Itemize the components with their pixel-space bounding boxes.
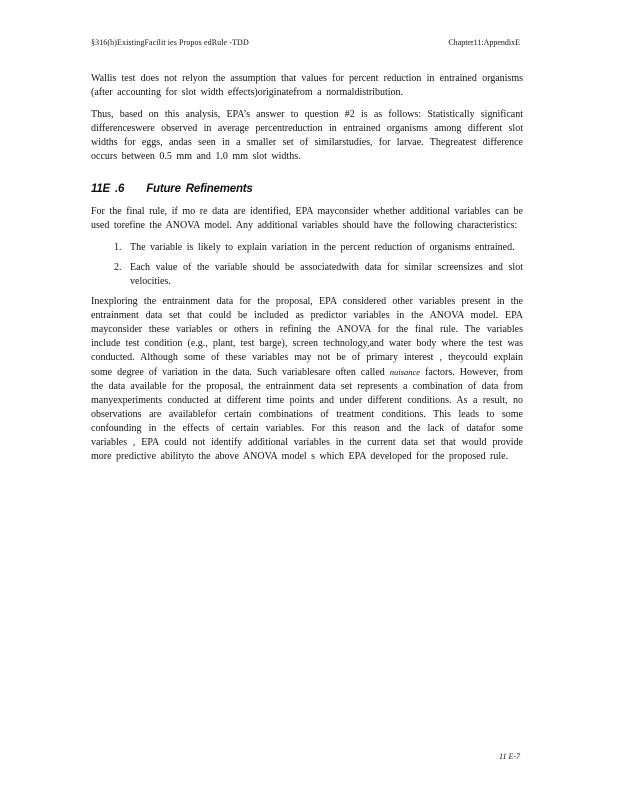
section-heading — [91, 182, 523, 196]
characteristics-list — [91, 241, 523, 289]
paragraph-analysis-answer: Thus, based on this analysis, EPA’s answer to question #2 is as follows: Statistically significant differenceswere observed in average percentreduction in entrained organisms among different slot widths for eggs, andas seen in a smaller set of similarstudies, for larvae. Thegreatest difference occurs between 0.5 mm and 1.0 mm slot widths. — [91, 109, 523, 162]
running-header-left: §316(b)ExistingFacilit ies Propos edRule -TDD — [91, 38, 249, 47]
paragraph-exploring-part-2: factors. However, from the data available for the proposal, the entrainment data set represents a combination of data from manyexperiments conducted at different time points and under different conditions. As a result, no observations are availablefor certain combinations of treatment conditions. This leads to some confounding in the effects of certain variables. For this reason and the lack of datafor some variables , EPA could not identify additional variables in the current data set that would provide more predictive abilityto the above ANOVA model s which EPA developed for the proposed rule. — [91, 367, 523, 462]
section-number: 11E .6 — [91, 183, 125, 195]
running-header-right: Chapter11:AppendixE — [448, 38, 520, 47]
paragraph-final-rule: For the final rule, if mo re data are identified, EPA mayconsider whether additional variables can be used torefine the ANOVA model. Any additional variables should have the following characteristics: — [91, 206, 523, 231]
page-number: 11 E-7 — [499, 752, 520, 761]
paragraph-exploring-part-1: Inexploring the entrainment data for the proposal, EPA considered other variables present in the entrainment data set that could be included as predictor variables in the ANOVA model. EPA mayconsider these variables or others in refining the ANOVA for the final rule. The variables include test condition (e.g., plant, test barge), screen technology,and water body where the test was conducted. Although some of these variables may not be of primary interest , theycould explain some degree of variation in the data. Such variablesare often called — [91, 296, 523, 378]
list-item: 2. Each value of the variable should be associatedwith data for similar screensizes and slot velocities. — [126, 261, 523, 289]
list-item: 1. The variable is likely to explain variation in the percent reduction of organisms entrained. — [126, 241, 523, 255]
nuisance-term: nuisance — [389, 367, 421, 377]
section-title: Future Refinements — [146, 183, 253, 195]
page-body — [91, 72, 523, 472]
paragraph-exploring — [91, 295, 523, 464]
paragraph-wallis-test: Wallis test does not relyon the assumption that values for percent reduction in entrained organisms (after accounting for slot width effects)originatefrom a normaldistribution. — [91, 73, 523, 98]
